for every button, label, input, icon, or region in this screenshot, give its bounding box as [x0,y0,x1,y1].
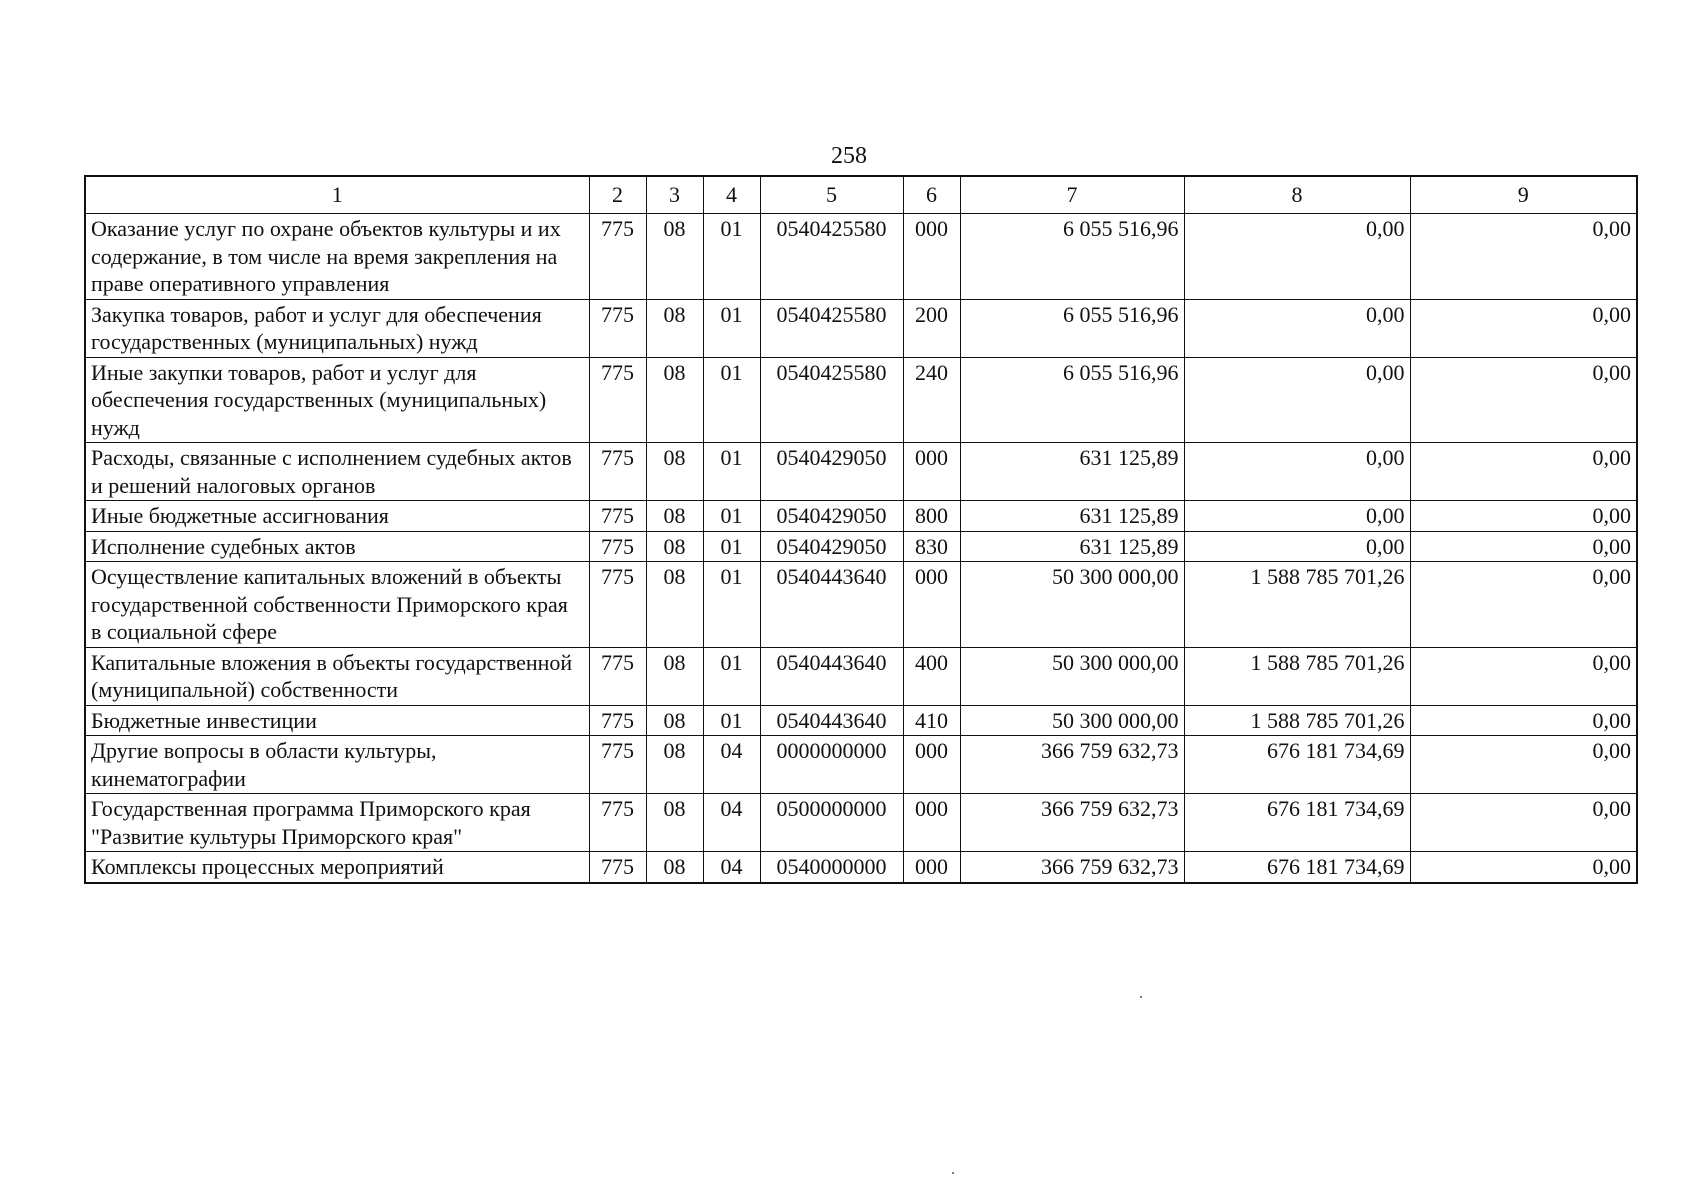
amount-col7: 6 055 516,96 [960,214,1184,300]
expense-type-code: 200 [903,299,960,357]
expense-type-code: 800 [903,501,960,532]
target-article-code: 0540429050 [760,501,903,532]
expense-name: Капитальные вложения в объекты государственной (муниципальной) собственности [85,647,589,705]
expense-type-code: 240 [903,357,960,443]
expense-name: Комплексы процессных мероприятий [85,852,589,883]
budget-table [84,175,1638,884]
amount-col8: 0,00 [1184,501,1410,532]
scan-speck [1140,996,1142,998]
expense-name: Бюджетные инвестиции [85,705,589,736]
column-header: 2 [589,176,646,214]
expense-name: Иные бюджетные ассигнования [85,501,589,532]
ministry-code: 775 [589,705,646,736]
column-header: 4 [703,176,760,214]
table-row [85,794,1637,852]
amount-col7: 6 055 516,96 [960,357,1184,443]
amount-col7: 631 125,89 [960,501,1184,532]
target-article-code: 0540425580 [760,357,903,443]
amount-col8: 0,00 [1184,299,1410,357]
amount-col8: 676 181 734,69 [1184,736,1410,794]
column-header: 6 [903,176,960,214]
target-article-code: 0540425580 [760,299,903,357]
amount-col9: 0,00 [1410,501,1637,532]
target-article-code: 0500000000 [760,794,903,852]
ministry-code: 775 [589,214,646,300]
amount-col9: 0,00 [1410,214,1637,300]
amount-col9: 0,00 [1410,299,1637,357]
amount-col9: 0,00 [1410,531,1637,562]
table-row [85,299,1637,357]
target-article-code: 0540443640 [760,705,903,736]
table-row [85,214,1637,300]
expense-name: Государственная программа Приморского края "Развитие культуры Приморского края" [85,794,589,852]
amount-col7: 6 055 516,96 [960,299,1184,357]
target-article-code: 0540429050 [760,443,903,501]
section-code: 08 [646,357,703,443]
expense-name: Иные закупки товаров, работ и услуг для обеспечения государственных (муниципальных) нужд [85,357,589,443]
ministry-code: 775 [589,562,646,648]
section-code: 08 [646,562,703,648]
amount-col9: 0,00 [1410,443,1637,501]
amount-col8: 0,00 [1184,531,1410,562]
amount-col9: 0,00 [1410,852,1637,883]
expense-type-code: 000 [903,736,960,794]
section-code: 08 [646,736,703,794]
column-header: 9 [1410,176,1637,214]
expense-name: Осуществление капитальных вложений в объекты государственной собственности Приморского края в социальной сфере [85,562,589,648]
subsection-code: 01 [703,705,760,736]
table-row [85,705,1637,736]
amount-col8: 1 588 785 701,26 [1184,647,1410,705]
ministry-code: 775 [589,299,646,357]
table-row [85,736,1637,794]
expense-name: Закупка товаров, работ и услуг для обеспечения государственных (муниципальных) нужд [85,299,589,357]
table-row [85,443,1637,501]
column-header: 8 [1184,176,1410,214]
target-article-code: 0540425580 [760,214,903,300]
table-row [85,531,1637,562]
expense-name: Расходы, связанные с исполнением судебных актов и решений налоговых органов [85,443,589,501]
amount-col8: 1 588 785 701,26 [1184,705,1410,736]
table-row [85,562,1637,648]
subsection-code: 01 [703,357,760,443]
expense-type-code: 000 [903,852,960,883]
expense-name: Исполнение судебных актов [85,531,589,562]
section-code: 08 [646,852,703,883]
expense-type-code: 000 [903,562,960,648]
amount-col7: 50 300 000,00 [960,647,1184,705]
amount-col8: 676 181 734,69 [1184,852,1410,883]
amount-col9: 0,00 [1410,736,1637,794]
expense-type-code: 830 [903,531,960,562]
amount-col9: 0,00 [1410,705,1637,736]
subsection-code: 01 [703,562,760,648]
column-header: 1 [85,176,589,214]
expense-type-code: 000 [903,443,960,501]
expense-name: Оказание услуг по охране объектов культуры и их содержание, в том числе на время закрепления на праве оперативного управления [85,214,589,300]
ministry-code: 775 [589,443,646,501]
amount-col9: 0,00 [1410,562,1637,648]
subsection-code: 01 [703,501,760,532]
table-row [85,852,1637,883]
expense-type-code: 410 [903,705,960,736]
column-header: 3 [646,176,703,214]
ministry-code: 775 [589,501,646,532]
table-row [85,501,1637,532]
ministry-code: 775 [589,736,646,794]
amount-col7: 366 759 632,73 [960,794,1184,852]
amount-col7: 631 125,89 [960,531,1184,562]
section-code: 08 [646,299,703,357]
section-code: 08 [646,443,703,501]
expense-name: Другие вопросы в области культуры, кинематографии [85,736,589,794]
section-code: 08 [646,501,703,532]
subsection-code: 01 [703,647,760,705]
ministry-code: 775 [589,852,646,883]
expense-type-code: 000 [903,214,960,300]
subsection-code: 04 [703,736,760,794]
scan-speck [952,1172,954,1174]
ministry-code: 775 [589,794,646,852]
amount-col9: 0,00 [1410,357,1637,443]
table-row [85,647,1637,705]
table-row [85,357,1637,443]
amount-col9: 0,00 [1410,647,1637,705]
amount-col7: 366 759 632,73 [960,852,1184,883]
amount-col8: 1 588 785 701,26 [1184,562,1410,648]
amount-col9: 0,00 [1410,794,1637,852]
column-header: 5 [760,176,903,214]
column-header: 7 [960,176,1184,214]
target-article-code: 0540443640 [760,647,903,705]
ministry-code: 775 [589,647,646,705]
amount-col8: 0,00 [1184,357,1410,443]
ministry-code: 775 [589,357,646,443]
expense-type-code: 000 [903,794,960,852]
subsection-code: 01 [703,214,760,300]
section-code: 08 [646,647,703,705]
subsection-code: 04 [703,794,760,852]
section-code: 08 [646,531,703,562]
expense-type-code: 400 [903,647,960,705]
page-number: 258 [831,143,867,169]
amount-col7: 50 300 000,00 [960,562,1184,648]
subsection-code: 01 [703,531,760,562]
subsection-code: 01 [703,443,760,501]
amount-col8: 0,00 [1184,214,1410,300]
section-code: 08 [646,794,703,852]
header-row [85,176,1637,214]
section-code: 08 [646,214,703,300]
target-article-code: 0540443640 [760,562,903,648]
subsection-code: 01 [703,299,760,357]
target-article-code: 0000000000 [760,736,903,794]
section-code: 08 [646,705,703,736]
target-article-code: 0540429050 [760,531,903,562]
amount-col8: 0,00 [1184,443,1410,501]
ministry-code: 775 [589,531,646,562]
target-article-code: 0540000000 [760,852,903,883]
amount-col7: 366 759 632,73 [960,736,1184,794]
amount-col8: 676 181 734,69 [1184,794,1410,852]
subsection-code: 04 [703,852,760,883]
amount-col7: 631 125,89 [960,443,1184,501]
amount-col7: 50 300 000,00 [960,705,1184,736]
